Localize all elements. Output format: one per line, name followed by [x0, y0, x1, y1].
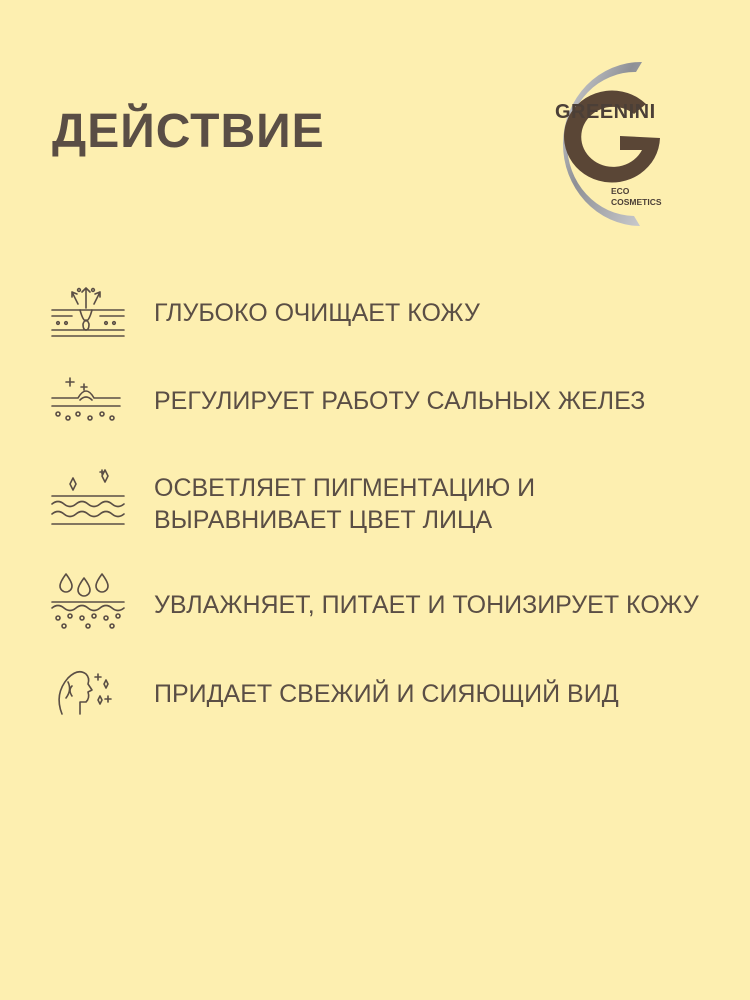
feature-text [154, 589, 699, 621]
feature-line: ПРИДАЕТ СВЕЖИЙ И СИЯЮЩИЙ ВИД [154, 680, 619, 708]
feature-line: РЕГУЛИРУЕТ РАБОТУ САЛЬНЫХ ЖЕЛЕЗ [154, 387, 646, 415]
feature-line: ГЛУБОКО ОЧИЩАЕТ КОЖУ [154, 299, 480, 327]
deep-cleansing-icon [50, 282, 124, 342]
feature-text [154, 678, 619, 710]
moisturizing-icon [50, 572, 124, 632]
feature-text [154, 472, 535, 536]
feature-line: ОСВЕТЛЯЕТ ПИГМЕНТАЦИЮ И [154, 474, 536, 502]
brightening-icon [50, 470, 124, 530]
fresh-radiant-icon [50, 662, 124, 722]
tagline-line-1: ECO [611, 186, 630, 196]
feature-line: ВЫРАВНИВАЕТ ЦВЕТ ЛИЦА [154, 506, 493, 534]
tagline-line-2: COSMETICS [611, 197, 662, 207]
sebum-regulation-icon [50, 370, 124, 430]
feature-text [154, 297, 480, 329]
feature-line: УВЛАЖНЯЕТ, ПИТАЕТ И ТОНИЗИРУЕТ КОЖУ [154, 591, 699, 619]
feature-text [154, 385, 645, 417]
brand-name: GREENINI [555, 101, 656, 123]
page-title: ДЕЙСТВИЕ [52, 105, 325, 158]
